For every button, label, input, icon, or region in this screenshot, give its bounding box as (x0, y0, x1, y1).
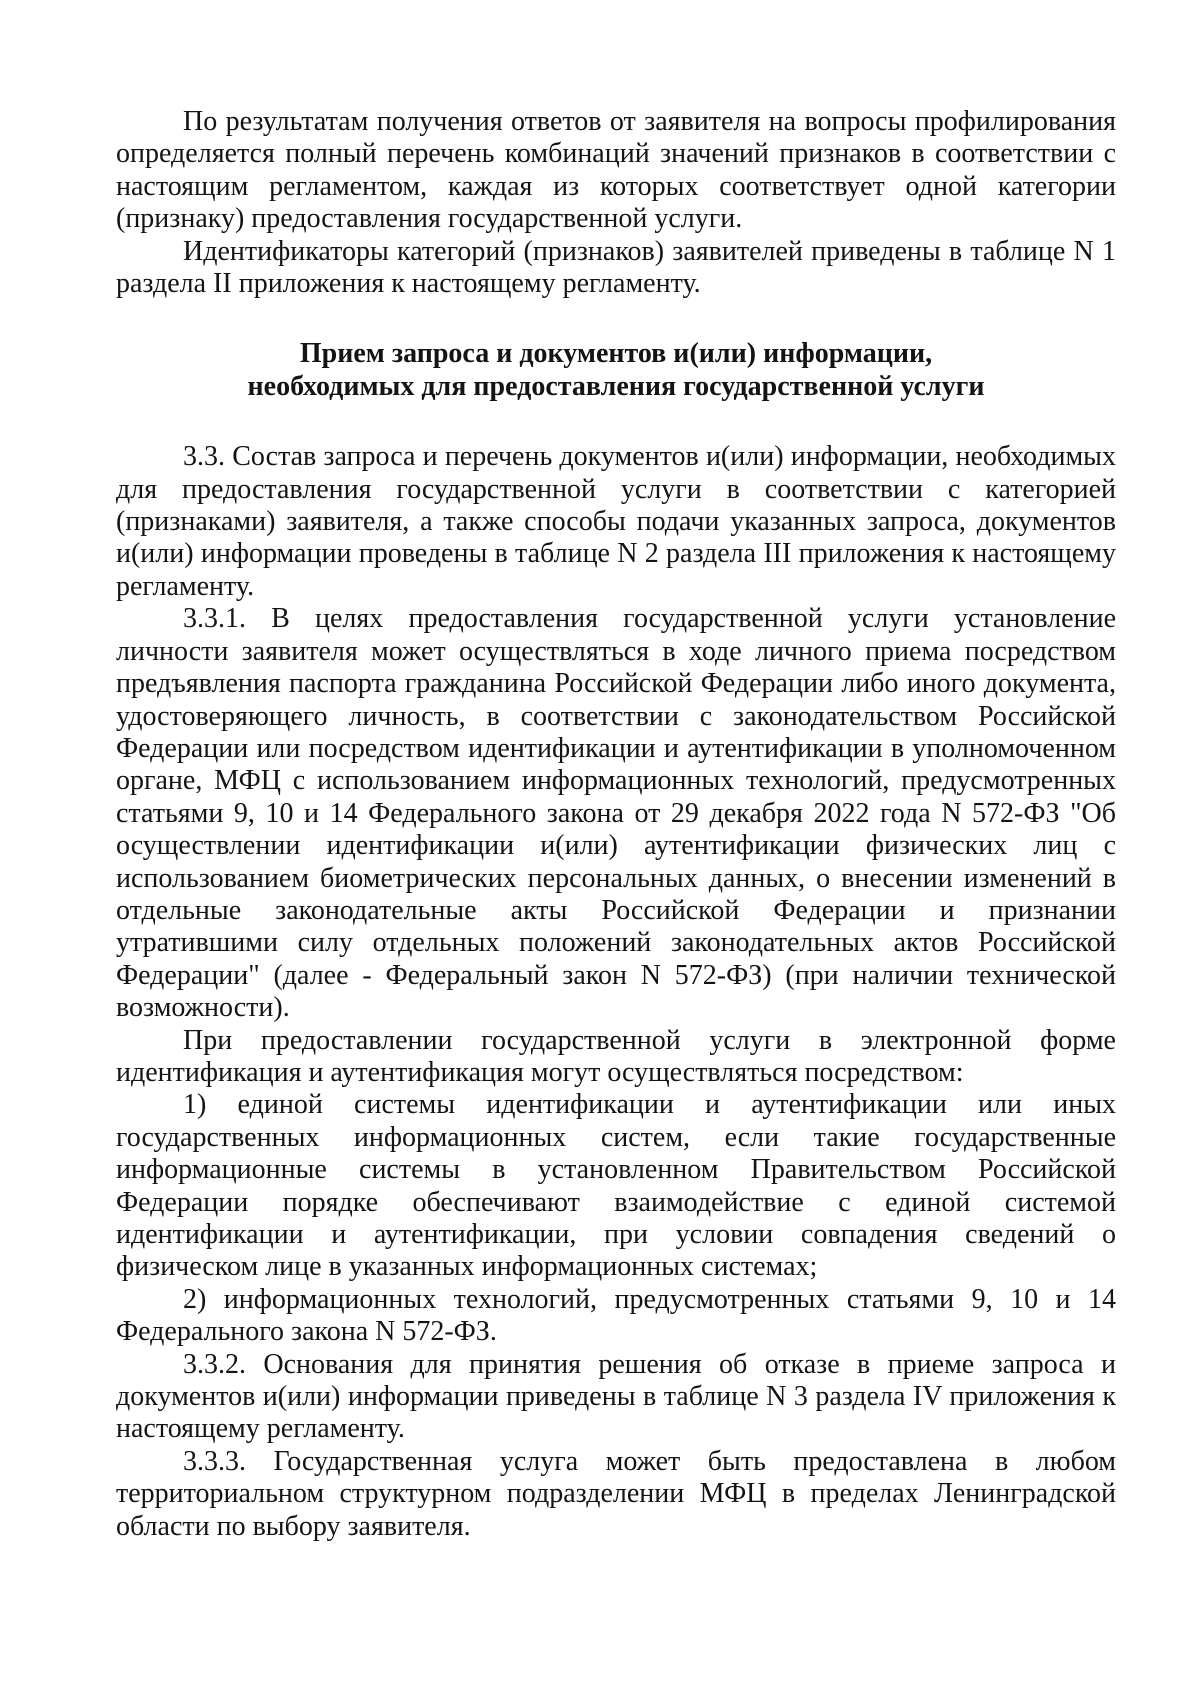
document-page (116, 106, 1116, 1543)
section-heading-line-2: необходимых для предоставления государственной услуги (247, 370, 985, 402)
paragraph-3-3-1: 3.3.1. В целях предоставления государственной услуги установление личности заявителя может осуществляться в ходе личного приема посредством предъявления паспорта гражданина Российской Федерации либо иного документа, удостоверяющего личность, в соответствии с законодательством Российской Федерации или посредством идентификации и аутентификации в уполномоченном органе, МФЦ с использованием информационных технологий, предусмотренных статьями 9, 10 и 14 Федерального закона от 29 декабря 2022 года N 572-ФЗ "Об осуществлении идентификации и(или) аутентификации физических лиц с использованием биометрических персональных данных, о внесении изменений в отдельные законодательные акты Российской Федерации и признании утратившими силу отдельных положений законодательных актов Российской Федерации" (далее - Федеральный закон N 572-ФЗ) (при наличии технической возможности). (116, 603, 1116, 1024)
paragraph-3-3: 3.3. Состав запроса и перечень документов и(или) информации, необходимых для предоставления государственной услуги в соответствии с категорией (признаками) заявителя, а также способы подачи указанных запроса, документов и(или) информации проведены в таблице N 2 раздела III приложения к настоящему регламенту. (116, 441, 1116, 602)
section-heading-line-1: Прием запроса и документов и(или) информации, (299, 338, 933, 370)
paragraph-category-identifiers: Идентификаторы категорий (признаков) заявителей приведены в таблице N 1 раздела II приложения к настоящему регламенту. (116, 235, 1116, 300)
paragraph-3-3-2: 3.3.2. Основания для принятия решения об отказе в приеме запроса и документов и(или) информации приведены в таблице N 3 раздела IV приложения к настоящему регламенту. (116, 1348, 1116, 1445)
paragraph-profiling-results: По результатам получения ответов от заявителя на вопросы профилирования определяется полный перечень комбинаций значений признаков в соответствии с настоящим регламентом, каждая из которых соответствует одной категории (признаку) предоставления государственной услуги. (116, 106, 1116, 235)
paragraph-3-3-3: 3.3.3. Государственная услуга может быть предоставлена в любом территориальном структурном подразделении МФЦ в пределах Ленинградской области по выбору заявителя. (116, 1445, 1116, 1542)
list-item-2: 2) информационных технологий, предусмотренных статьями 9, 10 и 14 Федерального закона N 572-ФЗ. (116, 1283, 1116, 1348)
paragraph-electronic-identification: При предоставлении государственной услуги в электронной форме идентификация и аутентификация могут осуществляться посредством: (116, 1024, 1116, 1088)
list-item-1: 1) единой системы идентификации и аутентификации или иных государственных информационных систем, если такие государственные информационные системы в установленном Правительством Российской Федерации порядке обеспечивают взаимодействие с единой системой идентификации и аутентификации, при условии совпадения сведений о физическом лице в указанных информационных системах; (116, 1089, 1116, 1283)
section-heading (116, 338, 1116, 403)
